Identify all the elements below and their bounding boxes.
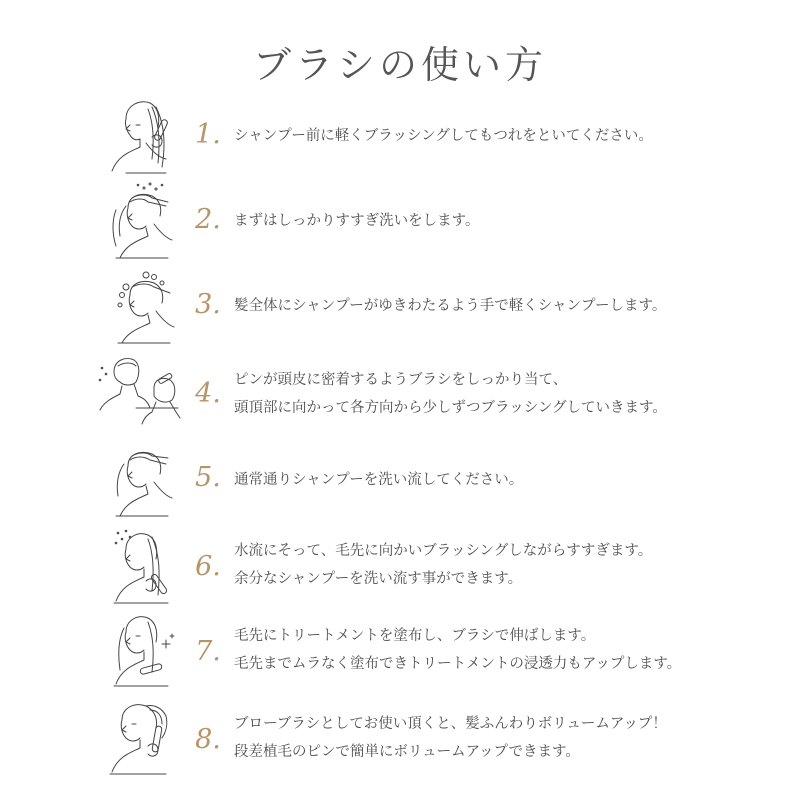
step-text-line: 水流にそって、毛先に向かいブラッシングしながらすすぎます。 [234, 543, 653, 559]
step-number: 7. [195, 636, 221, 667]
step-3 [0, 265, 800, 349]
step-text [234, 466, 523, 494]
step-4 [0, 352, 800, 436]
step-text-line: 頭頂部に向かって各方向から少しずつブラッシングしていきます。 [234, 400, 667, 416]
step-number: 8. [195, 724, 221, 755]
step-text [234, 537, 652, 593]
step-number: 3. [195, 289, 221, 320]
step-number: 6. [195, 551, 221, 582]
step-2 [0, 180, 800, 264]
step-text-line: 余分なシャンプーを洗い流す事ができます。 [234, 571, 523, 587]
woman-brushing-dry-hair-icon [96, 95, 184, 179]
step-text-line: 段差植毛のピンで簡単にボリュームアップできます。 [234, 744, 580, 760]
step-text-line: 毛先までムラなく塗布できトリートメントの浸透力もアップします。 [234, 656, 682, 672]
woman-brushing-scalp-icon [96, 352, 184, 436]
step-text-line: 髪全体にシャンプーがゆきわたるよう手で軽くシャンプーします。 [234, 298, 667, 314]
woman-rinsing-hair-icon [96, 180, 184, 264]
step-text-line: まずはしっかりすすぎ洗いをします。 [234, 213, 480, 229]
step-text [234, 366, 667, 422]
step-text [234, 207, 479, 235]
step-number: 1. [195, 119, 221, 150]
page-title: ブラシの使い方 [252, 43, 547, 87]
woman-rinsing-shampoo-icon [96, 440, 184, 524]
step-text [234, 622, 681, 678]
woman-applying-treatment-icon [96, 610, 184, 694]
step-number: 2. [195, 204, 221, 235]
step-number: 4. [195, 378, 221, 409]
step-text-line: ピンが頭皮に密着するようブラシをしっかり当て、 [234, 372, 568, 388]
step-1 [0, 95, 800, 179]
step-text [234, 122, 653, 150]
woman-lathering-shampoo-icon [96, 265, 184, 349]
step-text-line: 通常通りシャンプーを洗い流してください。 [234, 472, 524, 488]
woman-brushing-under-water-icon [96, 525, 184, 609]
step-text-line: ブローブラシとしてお使い頂くと、髪ふんわりボリュームアップ！ [234, 716, 667, 732]
step-7 [0, 610, 800, 694]
step-text [234, 710, 667, 766]
step-5 [0, 440, 800, 524]
step-number: 5. [195, 462, 221, 493]
step-8 [0, 698, 800, 782]
step-text-line: 毛先にトリートメントを塗布し、ブラシで伸ばします。 [234, 628, 596, 644]
step-6 [0, 525, 800, 609]
step-text-line: シャンプー前に軽くブラッシングしてもつれをといてください。 [234, 128, 653, 144]
step-text [234, 292, 666, 320]
woman-blow-drying-icon [96, 698, 184, 782]
